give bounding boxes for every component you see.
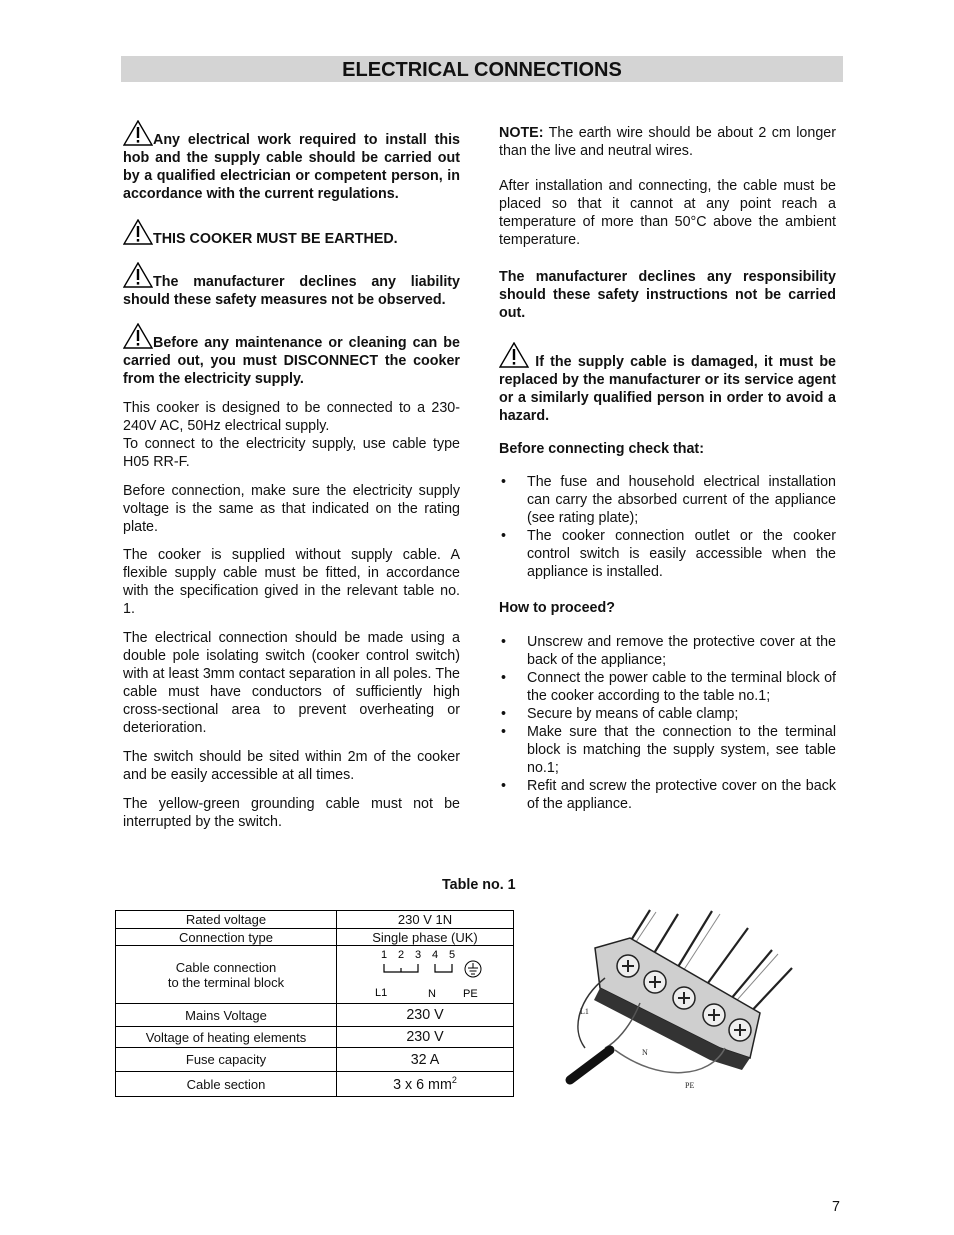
proceed-heading: How to proceed? bbox=[499, 600, 615, 616]
photo-label: PE bbox=[685, 1081, 695, 1090]
table-row bbox=[116, 1027, 514, 1048]
list-item: • The fuse and household electrical installation can carry the absorbed current of the appliance (see rating plate); bbox=[499, 473, 836, 527]
right-column bbox=[499, 124, 836, 813]
check-heading: Before connecting check that: bbox=[499, 441, 704, 457]
warning-triangle-icon bbox=[123, 262, 153, 288]
warning-triangle-icon bbox=[499, 342, 529, 368]
terminal-number: 5 bbox=[449, 949, 456, 961]
ground-icon bbox=[465, 961, 481, 977]
terminal-number: 1 bbox=[381, 949, 388, 961]
table-cell-value: 230 V bbox=[337, 1004, 514, 1027]
terminal-block-illustration bbox=[560, 908, 800, 1093]
warning-paragraph-2: THIS COOKER MUST BE EARTHED. bbox=[123, 219, 460, 248]
terminal-block-photo bbox=[560, 908, 800, 1093]
table-row bbox=[116, 1048, 514, 1072]
terminal-number: 3 bbox=[415, 949, 422, 961]
responsibility-paragraph: The manufacturer declines any responsibility should these safety instructions not be carried out. bbox=[499, 269, 836, 321]
terminal-label: L1 bbox=[375, 987, 388, 999]
table-cell-label: Cable section bbox=[116, 1072, 337, 1097]
check-list bbox=[499, 473, 836, 581]
terminal-bridges bbox=[384, 964, 452, 972]
terminal-block-diagram bbox=[337, 946, 514, 1004]
isolating-switch-paragraph: The electrical connection should be made using a double pole isolating switch (cooker control switch) with at least 3mm contact separation in all poles. The cable must have conductors of sufficiently high cross-sectional area to prevent overheating or deterioration. bbox=[123, 630, 460, 736]
list-item: • Refit and screw the protective cover on the back of the appliance. bbox=[499, 777, 836, 813]
terminal-block-svg bbox=[337, 946, 513, 1000]
table-cell-value: 230 V 1N bbox=[337, 911, 514, 929]
list-item: • The cooker connection outlet or the cooker control switch is easily accessible when the appliance is installed. bbox=[499, 527, 836, 581]
terminal-number: 2 bbox=[398, 949, 405, 961]
voltage-check-paragraph: Before connection, make sure the electricity supply voltage is the same as that indicated on the rating plate. bbox=[123, 483, 460, 535]
terminal-label: PE bbox=[463, 988, 478, 1000]
note-paragraph: NOTE: The earth wire should be about 2 cm longer than the live and neutral wires. bbox=[499, 125, 836, 159]
switch-location-paragraph: The switch should be sited within 2m of the cooker and be easily accessible at all times. bbox=[123, 749, 460, 783]
title-bar bbox=[121, 56, 843, 82]
table-cell-label: Voltage of heating elements bbox=[116, 1027, 337, 1048]
proceed-list bbox=[499, 633, 836, 813]
table-cell-value: 32 A bbox=[337, 1048, 514, 1072]
table-caption: Table no. 1 bbox=[442, 877, 516, 893]
terminal-number: 4 bbox=[432, 949, 439, 961]
left-column bbox=[123, 120, 460, 831]
supply-paragraph: This cooker is designed to be connected to a 230-240V AC, 50Hz electrical supply. bbox=[123, 400, 460, 434]
table-cell-value: Single phase (UK) bbox=[337, 929, 514, 946]
table-cell-label: Connection type bbox=[116, 929, 337, 946]
supply-cable-paragraph: The cooker is supplied without supply cable. A flexible supply cable must be fitted, in accordance with the specification gived in the relevant table no. 1. bbox=[123, 547, 460, 617]
table-row bbox=[116, 929, 514, 946]
warning-triangle-icon bbox=[123, 120, 153, 146]
page-title: ELECTRICAL CONNECTIONS bbox=[342, 59, 622, 81]
warning-triangle-icon bbox=[123, 219, 153, 245]
table-row bbox=[116, 946, 514, 1004]
table-cell-value: 3 x 6 $mm^2$ bbox=[337, 1072, 514, 1097]
table-row bbox=[116, 1072, 514, 1097]
warning-triangle-icon bbox=[123, 323, 153, 349]
warning-paragraph-4: Before any maintenance or cleaning can be carried out, you must DISCONNECT the cooker from the electricity supply. bbox=[123, 323, 460, 388]
terminal-label: N bbox=[428, 988, 436, 1000]
table-row bbox=[116, 911, 514, 929]
table-cell-label: Cable connection to the terminal block bbox=[116, 946, 337, 1004]
list-item: • Make sure that the connection to the terminal block is matching the supply system, see table no.1; bbox=[499, 723, 836, 777]
table-cell-label: Mains Voltage bbox=[116, 1004, 337, 1027]
table-cell-label: Rated voltage bbox=[116, 911, 337, 929]
table-cell-value: 230 V bbox=[337, 1027, 514, 1048]
temperature-paragraph: After installation and connecting, the cable must be placed so that it cannot at any point reach a temperature of more than 50°C above the ambient temperature. bbox=[499, 178, 836, 248]
list-item: • Secure by means of cable clamp; bbox=[499, 705, 836, 723]
grounding-cable-paragraph: The yellow-green grounding cable must not be interrupted by the switch. bbox=[123, 796, 460, 830]
table-cell-label: Fuse capacity bbox=[116, 1048, 337, 1072]
damaged-cable-warning: If the supply cable is damaged, it must be replaced by the manufacturer or its service agent or a similarly qualified person in order to avoid a hazard. bbox=[499, 342, 836, 425]
list-item: • Connect the power cable to the terminal block of the cooker according to the table no.1; bbox=[499, 669, 836, 705]
list-item: • Unscrew and remove the protective cover at the back of the appliance; bbox=[499, 633, 836, 669]
page-number: 7 bbox=[832, 1199, 840, 1215]
table-row bbox=[116, 1004, 514, 1027]
warning-paragraph-3: The manufacturer declines any liability should these safety measures not be observed. bbox=[123, 262, 460, 309]
warning-paragraph-1: Any electrical work required to install this hob and the supply cable should be carried out by a qualified electrician or competent person, in accordance with the current regulations. bbox=[123, 120, 460, 203]
photo-label: L1 bbox=[580, 1007, 589, 1016]
photo-label: N bbox=[642, 1048, 648, 1057]
spec-table bbox=[115, 910, 514, 1097]
cable-type-paragraph: To connect to the electricity supply, use cable type H05 RR-F. bbox=[123, 436, 460, 470]
